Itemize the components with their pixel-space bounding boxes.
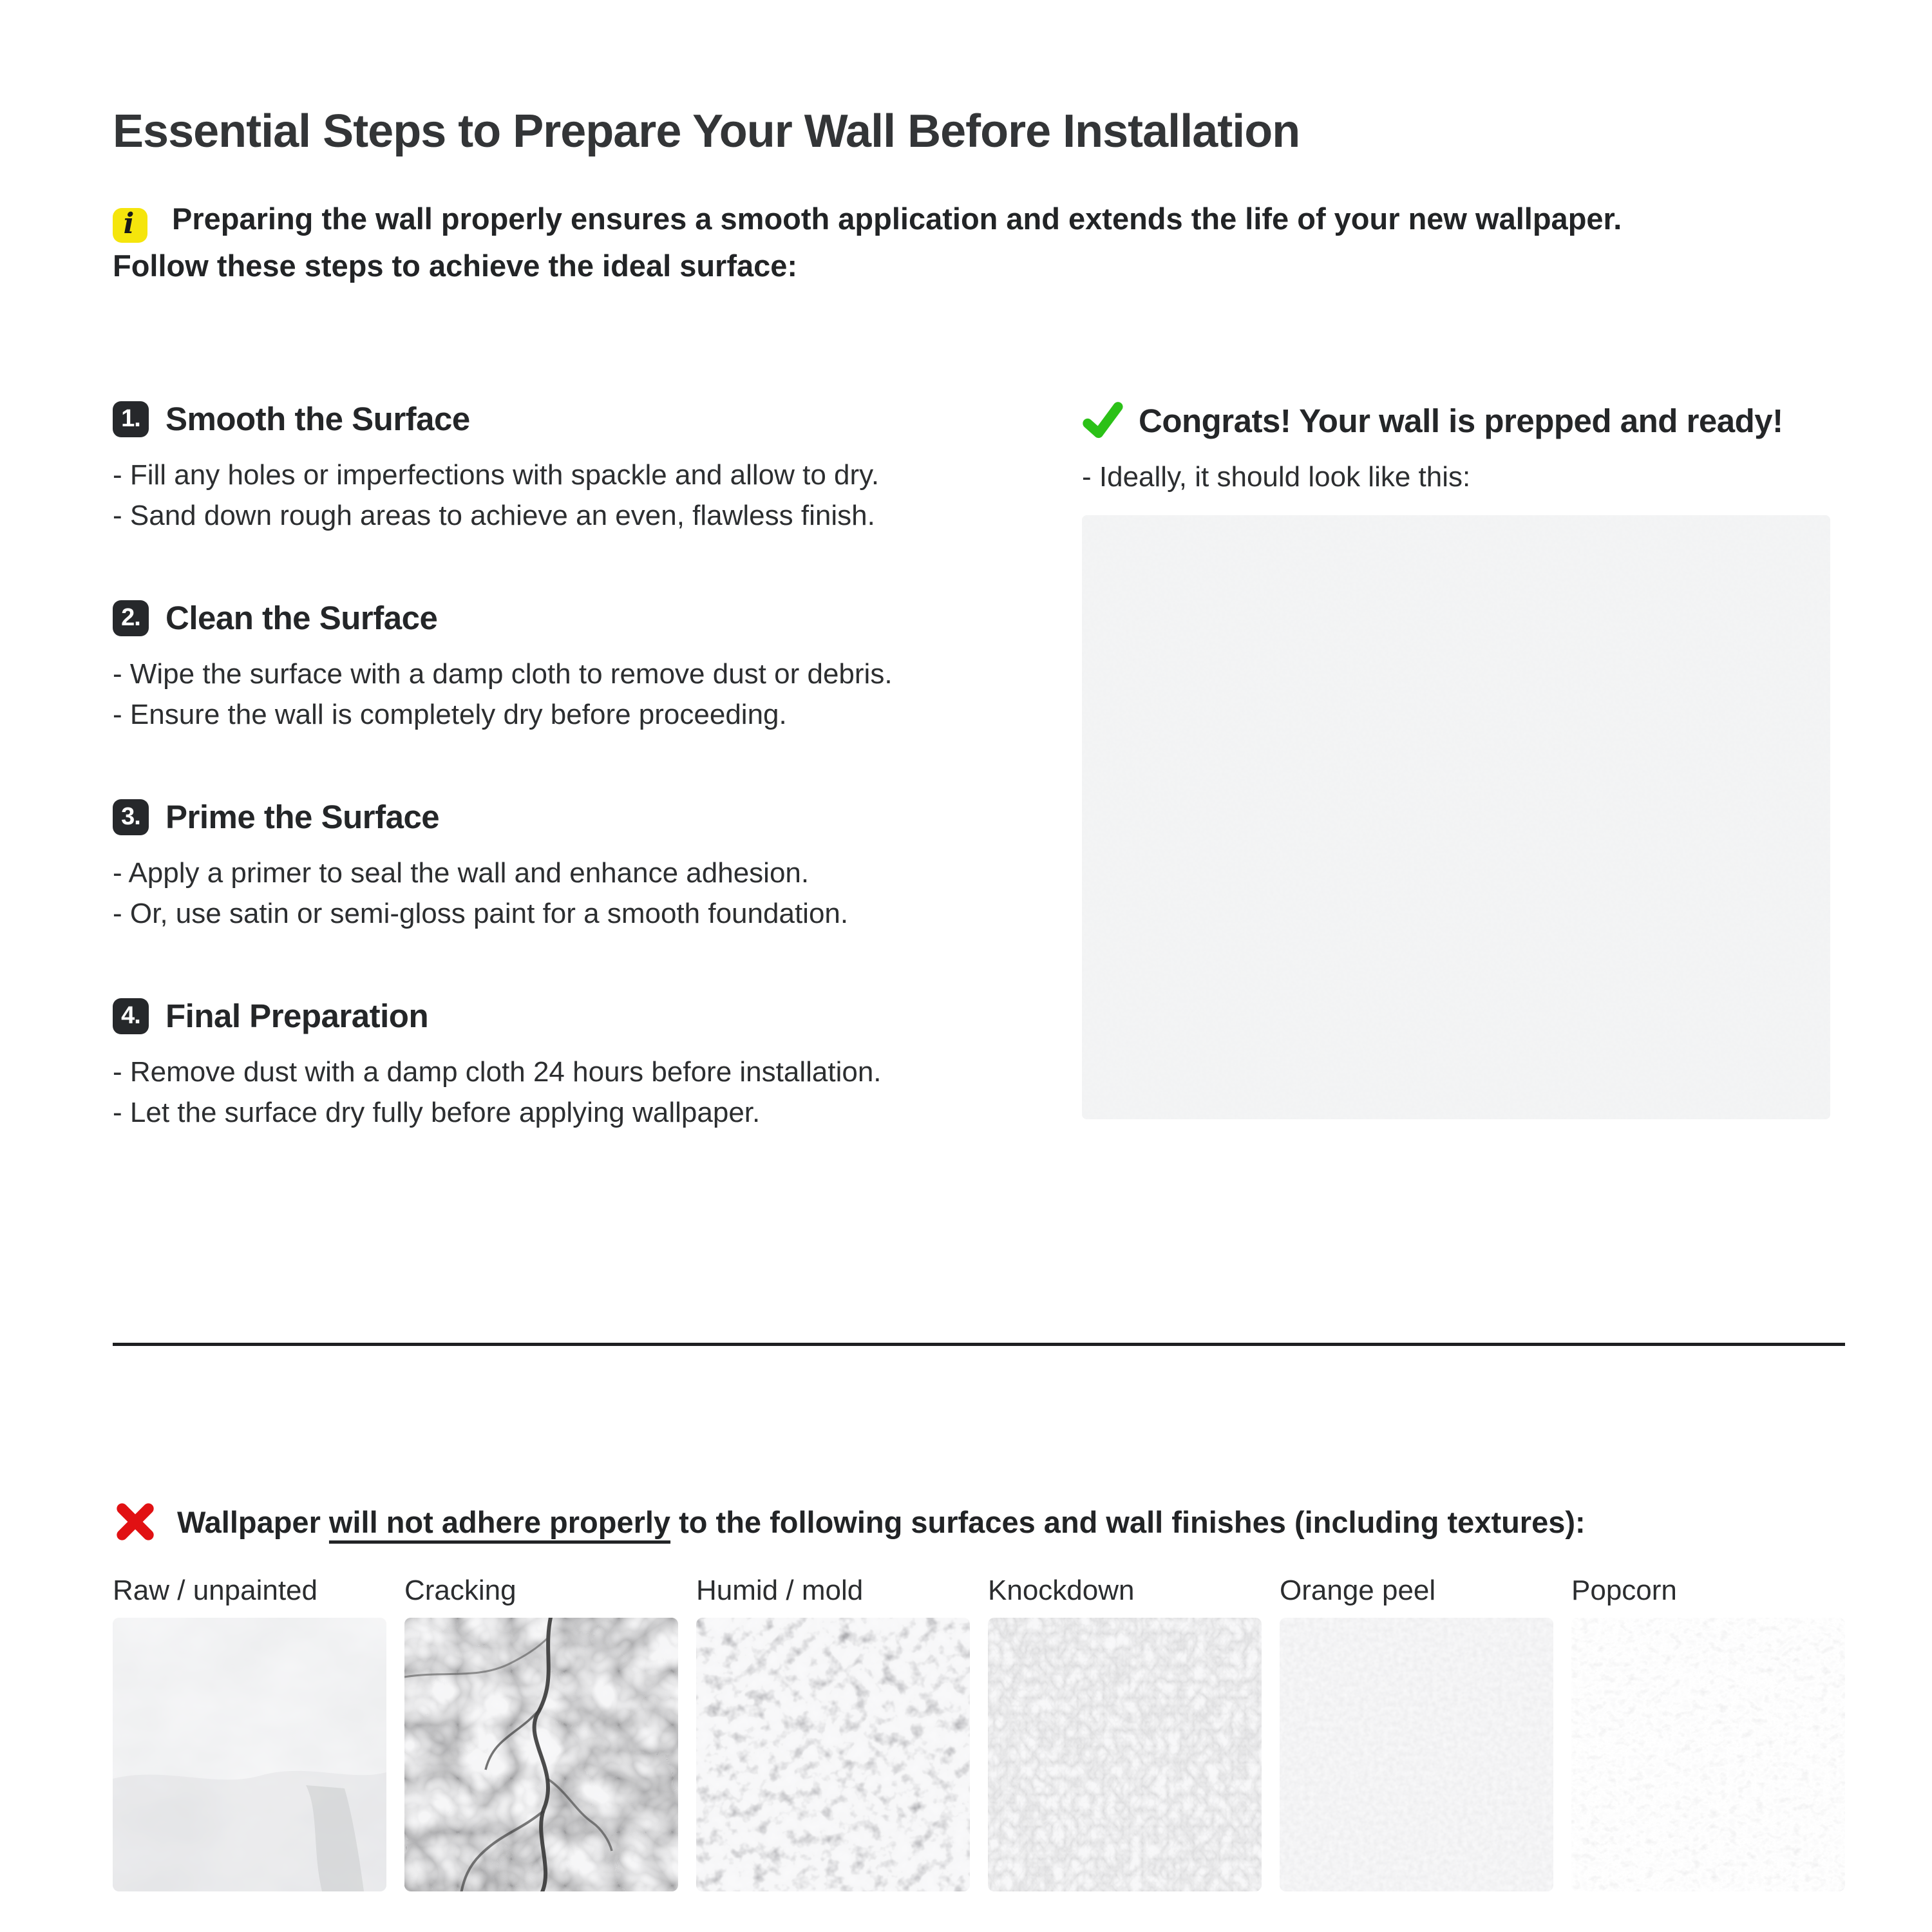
step-3-bullet-2: - Or, use satin or semi-gloss paint for a smooth foundation.	[113, 898, 849, 929]
humid-mold-wall-photo	[696, 1618, 970, 1891]
warning-prefix: Wallpaper	[177, 1504, 329, 1539]
success-subtitle: - Ideally, it should look like this:	[1082, 461, 1471, 493]
smooth-prepped-wall-photo	[1082, 515, 1830, 1119]
steps-column	[113, 400, 1082, 1196]
surface-humid-mold	[696, 1574, 970, 1891]
step-4	[113, 997, 1082, 1133]
surface-raw-unpainted	[113, 1574, 386, 1891]
step-2-title: Clean the Surface	[166, 600, 438, 636]
step-1-title: Smooth the Surface	[166, 401, 470, 437]
step-3-number-badge: 3.	[113, 799, 149, 835]
warning-emphasis: will not adhere properly	[328, 1504, 671, 1539]
step-1-number-badge: 1.	[113, 401, 149, 437]
step-1	[113, 400, 1082, 536]
page-title: Essential Steps to Prepare Your Wall Before Installation	[113, 106, 1300, 157]
knockdown-texture-photo	[988, 1618, 1262, 1891]
surface-label: Popcorn	[1571, 1575, 1677, 1606]
step-2-bullets	[113, 654, 1082, 735]
section-divider	[113, 1343, 1845, 1346]
step-1-bullet-1: - Fill any holes or imperfections with spackle and allow to dry.	[113, 459, 880, 491]
step-2-header	[113, 599, 1082, 637]
surface-label: Raw / unpainted	[113, 1575, 317, 1606]
surface-label: Orange peel	[1280, 1575, 1436, 1606]
surface-label: Cracking	[404, 1575, 516, 1606]
surface-cracking	[404, 1574, 678, 1891]
popcorn-texture-photo	[1571, 1618, 1845, 1891]
intro-line-2: Follow these steps to achieve the ideal surface:	[113, 249, 798, 283]
step-2	[113, 599, 1082, 735]
step-3-title: Prime the Surface	[166, 799, 440, 835]
intro-line-1: Preparing the wall properly ensures a smooth application and extends the life of your new wallpaper.	[172, 202, 1622, 236]
content-columns	[113, 400, 1845, 1196]
result-column	[1082, 400, 1845, 1196]
checkmark-icon	[1082, 400, 1123, 441]
step-2-bullet-1: - Wipe the surface with a damp cloth to remove dust or debris.	[113, 658, 893, 690]
bad-surfaces-row	[113, 1574, 1845, 1891]
surface-orange-peel	[1280, 1574, 1553, 1891]
step-3	[113, 798, 1082, 934]
success-header	[1082, 400, 1845, 441]
cracking-paint-wall-photo	[404, 1618, 678, 1891]
step-4-bullet-1: - Remove dust with a damp cloth 24 hours before installation.	[113, 1056, 882, 1088]
red-x-icon	[113, 1499, 158, 1544]
step-2-bullet-2: - Ensure the wall is completely dry before proceeding.	[113, 699, 787, 730]
step-1-header	[113, 400, 1082, 438]
step-1-bullet-2: - Sand down rough areas to achieve an even, flawless finish.	[113, 500, 875, 531]
step-4-title: Final Preparation	[166, 998, 429, 1034]
success-title: Congrats! Your wall is prepped and ready!	[1139, 402, 1783, 439]
surface-label: Humid / mold	[696, 1575, 864, 1606]
warning-suffix: to the following surfaces and wall finishes (including textures):	[670, 1504, 1586, 1539]
warning-row	[113, 1499, 1845, 1544]
info-icon: i	[113, 208, 147, 243]
step-4-header	[113, 997, 1082, 1035]
step-3-header	[113, 798, 1082, 836]
step-3-bullets	[113, 853, 1082, 934]
surface-label: Knockdown	[988, 1575, 1135, 1606]
step-1-bullets	[113, 455, 1082, 536]
wall-prep-guide	[113, 0, 1845, 1891]
step-2-number-badge: 2.	[113, 600, 149, 636]
warning-text	[177, 1504, 1586, 1540]
raw-unpainted-wall-photo	[113, 1618, 386, 1891]
step-3-bullet-1: - Apply a primer to seal the wall and enhance adhesion.	[113, 857, 810, 889]
surface-knockdown	[988, 1574, 1262, 1891]
intro-paragraph	[113, 196, 1845, 289]
step-4-number-badge: 4.	[113, 998, 149, 1034]
step-4-bullets	[113, 1052, 1082, 1133]
orange-peel-texture-photo	[1280, 1618, 1553, 1891]
surface-popcorn	[1571, 1574, 1845, 1891]
step-4-bullet-2: - Let the surface dry fully before applying wallpaper.	[113, 1097, 761, 1128]
